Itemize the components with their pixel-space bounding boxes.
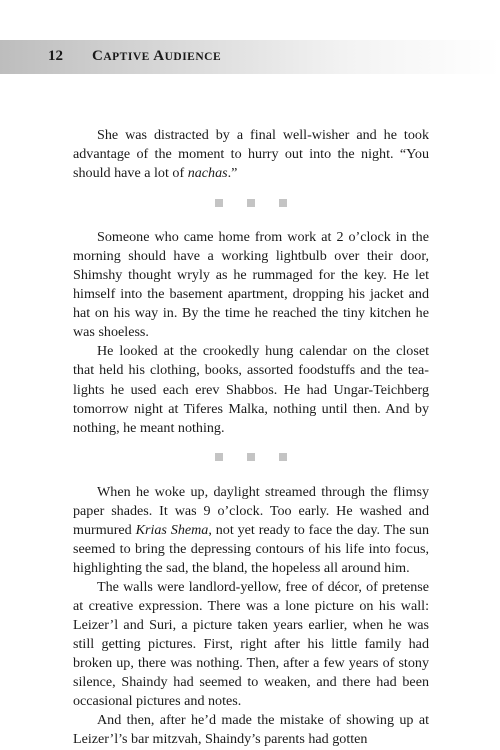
separator-square	[247, 453, 255, 461]
separator-square	[215, 453, 223, 461]
paragraph: Someone who came home from work at 2 o’clock in the morning should have a working lightbulb over their door, Shimshy thought wryly as he rummaged for the key. He let himself into the basement apartment, dropping his jacket and hat on his way in. By the time he reached the tiny kitchen he was shoeless.	[73, 229, 429, 341]
paragraph: The walls were landlord-yellow, free of décor, of pretense at creative expression. There was a lone picture on his wall: Leizer’l and Suri, a picture taken years earlier, when he was still getting pictures. First, right after his little family had broken up, there was nothing. Then, after a few years of stony silence, Shaindy had seemed to weaken, and there had been occasional pictures and notes.	[73, 578, 429, 710]
separator-square	[279, 199, 287, 207]
separator-square	[215, 199, 223, 207]
paragraph: He looked at the crookedly hung calendar on the closet that held his clothing, books, assorted foodstuffs and the tea-lights he used each erev Shabbos. He had Ungar-Teichberg tomorrow night at Tiferes Malka, nothing until then. And by nothing, he meant nothing.	[73, 343, 429, 436]
page-number: 12	[48, 48, 63, 64]
section-separator	[73, 193, 429, 212]
title-initial-1: C	[92, 48, 104, 64]
title-rest-1: APTIVE	[103, 51, 150, 63]
title-rest-2: UDIENCE	[164, 51, 222, 63]
paragraph: She was distracted by a final well-wisher and he took advantage of the moment to hurry out into the night. “You should have a lot of nachas.”	[73, 127, 429, 182]
separator-square	[279, 453, 287, 461]
title-initial-2: A	[153, 48, 165, 64]
paragraph: And then, after he’d made the mistake of showing up at Leizer’l’s bar mitzvah, Shaindy’s parents had gotten	[73, 712, 429, 748]
section-separator	[73, 448, 429, 467]
separator-square	[247, 199, 255, 207]
running-header-band	[0, 40, 500, 74]
running-head-title	[92, 48, 221, 65]
body-text	[73, 126, 429, 749]
paragraph: When he woke up, daylight streamed through the flimsy paper shades. It was 9 o’clock. Too early. He washed and murmured Krias Shema, not yet ready to face the day. The sun seemed to bring the depressing contours of his life into focus, highlighting the sad, the bland, the hopeless all around him.	[73, 483, 430, 576]
